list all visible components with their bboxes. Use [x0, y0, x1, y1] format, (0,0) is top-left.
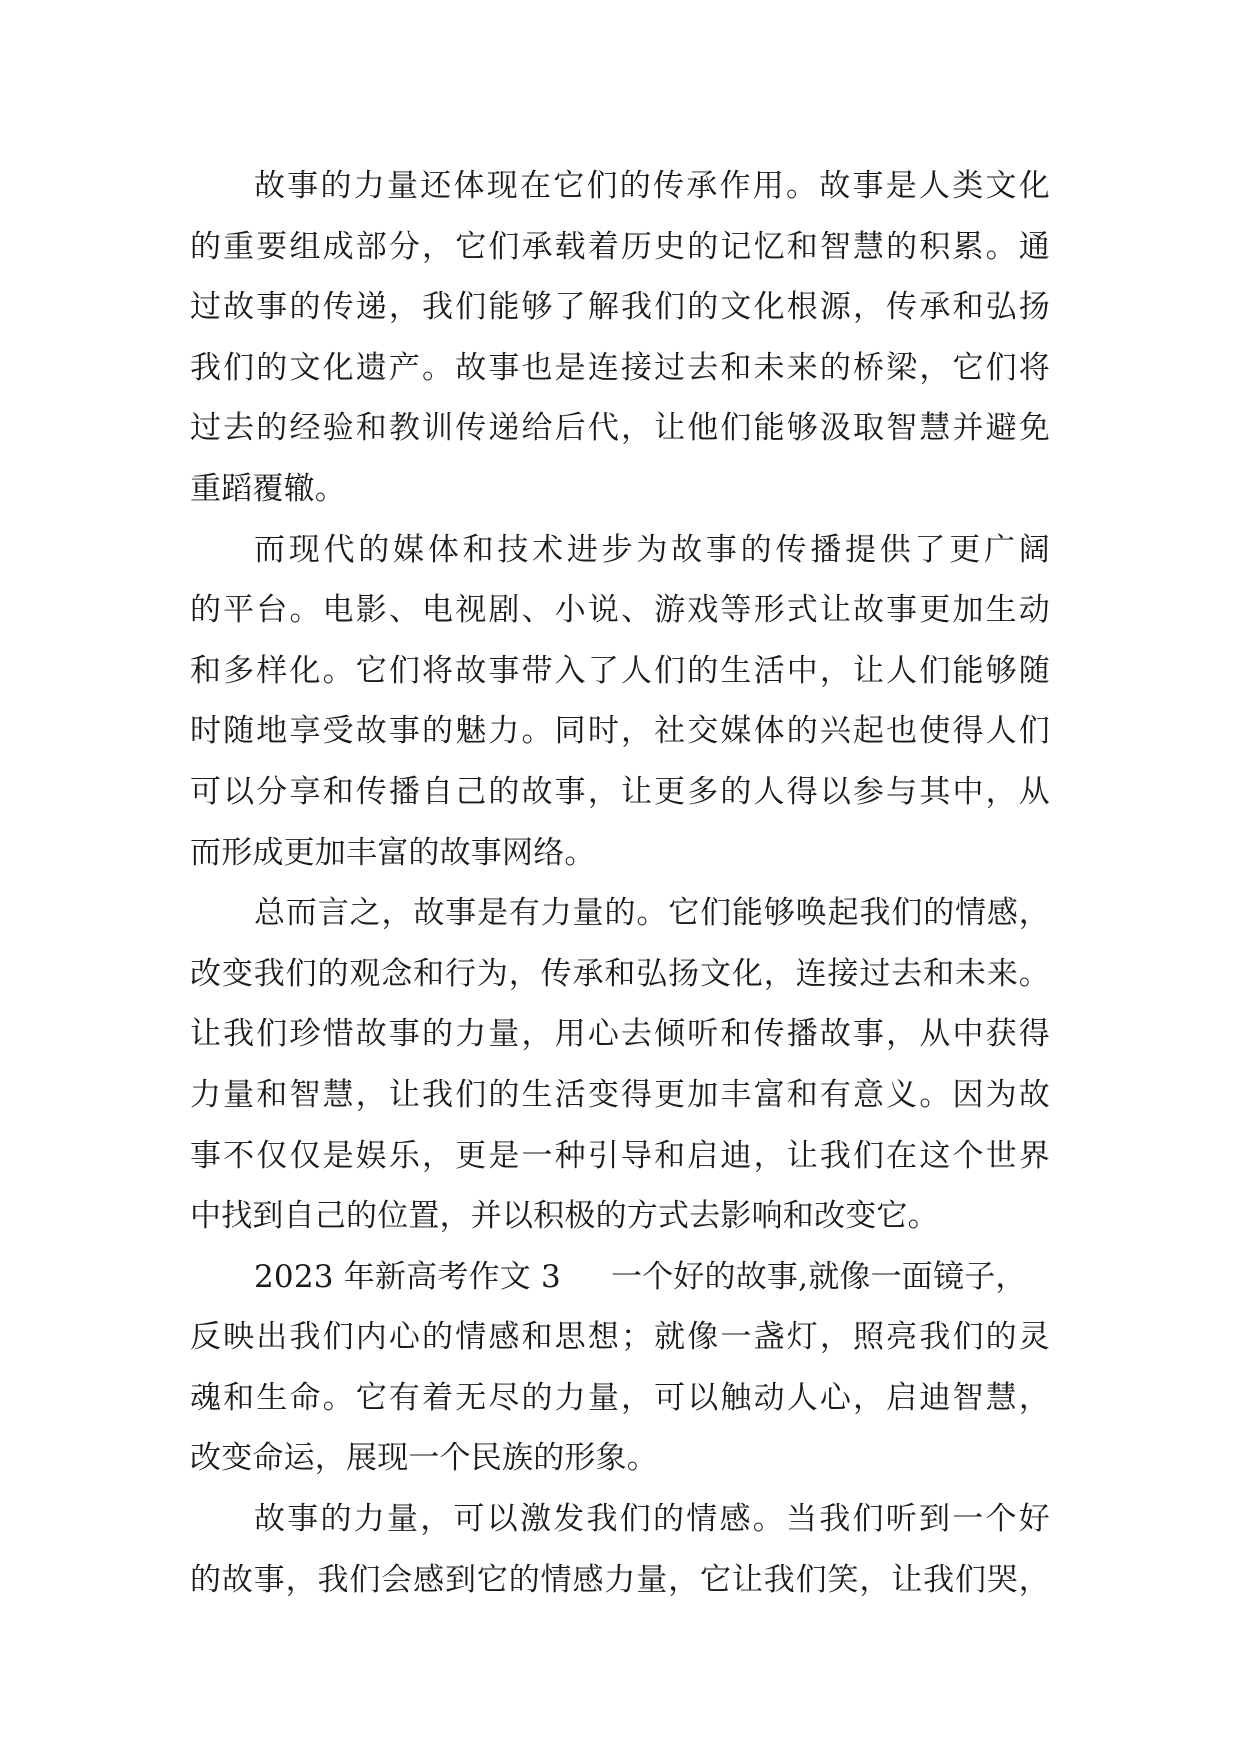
text-line: 过去的经验和教训传递给后代，让他们能够汲取智慧并避免 [190, 410, 1050, 447]
text-line: 重蹈覆辙。 [190, 470, 346, 507]
text-line: 而形成更加丰富的故事网络。 [190, 834, 596, 871]
paragraph-1 [190, 156, 1050, 520]
text-line: 改变命运，展现一个民族的形象。 [190, 1440, 658, 1477]
text-line: 的故事，我们会感到它的情感力量，它让我们笑，让我们哭， [190, 1561, 1050, 1598]
text-line: 力量和智慧，让我们的生活变得更加丰富和有意义。因为故 [190, 1076, 1050, 1113]
text-line: 让我们珍惜故事的力量，用心去倾听和传播故事，从中获得 [190, 1016, 1050, 1053]
text-line: 魂和生命。它有着无尽的力量，可以触动人心，启迪智慧， [190, 1379, 1050, 1416]
text-line: 可以分享和传播自己的故事，让更多的人得以参与其中，从 [190, 773, 1050, 810]
text-line: 反映出我们内心的情感和思想；就像一盏灯，照亮我们的灵 [190, 1319, 1050, 1356]
text-line: 而现代的媒体和技术进步为故事的传播提供了更广阔 [254, 531, 1050, 568]
text-line: 的重要组成部分，它们承载着历史的记忆和智慧的积累。通 [190, 228, 1050, 265]
text-line: 时随地享受故事的魅力。同时，社交媒体的兴起也使得人们 [190, 713, 1050, 750]
text-line: 事不仅仅是娱乐，更是一种引导和启迪，让我们在这个世界 [190, 1137, 1050, 1174]
text-line: 总而言之，故事是有力量的。它们能够唤起我们的情感， [254, 895, 1050, 932]
text-line [190, 1247, 1050, 1308]
paragraph-4 [190, 1247, 1050, 1489]
text-line: 过故事的传递，我们能够了解我们的文化根源，传承和弘扬 [190, 289, 1050, 326]
text-line: 的平台。电影、电视剧、小说、游戏等形式让故事更加生动 [190, 592, 1050, 629]
text-line: 故事的力量还体现在它们的传承作用。故事是人类文化 [254, 168, 1050, 204]
paragraph-2 [190, 520, 1050, 884]
paragraph-3 [190, 883, 1050, 1247]
text-line: 我们的文化遗产。故事也是连接过去和未来的桥梁，它们将 [190, 349, 1050, 386]
text-line: 故事的力量，可以激发我们的情感。当我们听到一个好 [254, 1501, 1050, 1538]
document-body [190, 156, 1050, 1610]
text-line: 改变我们的观念和行为，传承和弘扬文化，连接过去和未来。 [190, 955, 1050, 992]
text-line: 中找到自己的位置，并以积极的方式去影响和改变它。 [190, 1198, 939, 1235]
text-line: 和多样化。它们将故事带入了人们的生活中，让人们能够随 [190, 652, 1050, 689]
essay-heading: 2023 年新高考作文 3 [254, 1258, 561, 1295]
first-line-text: 一个好的故事,就像一面镜子， [610, 1258, 1027, 1295]
paragraph-5 [190, 1489, 1050, 1610]
